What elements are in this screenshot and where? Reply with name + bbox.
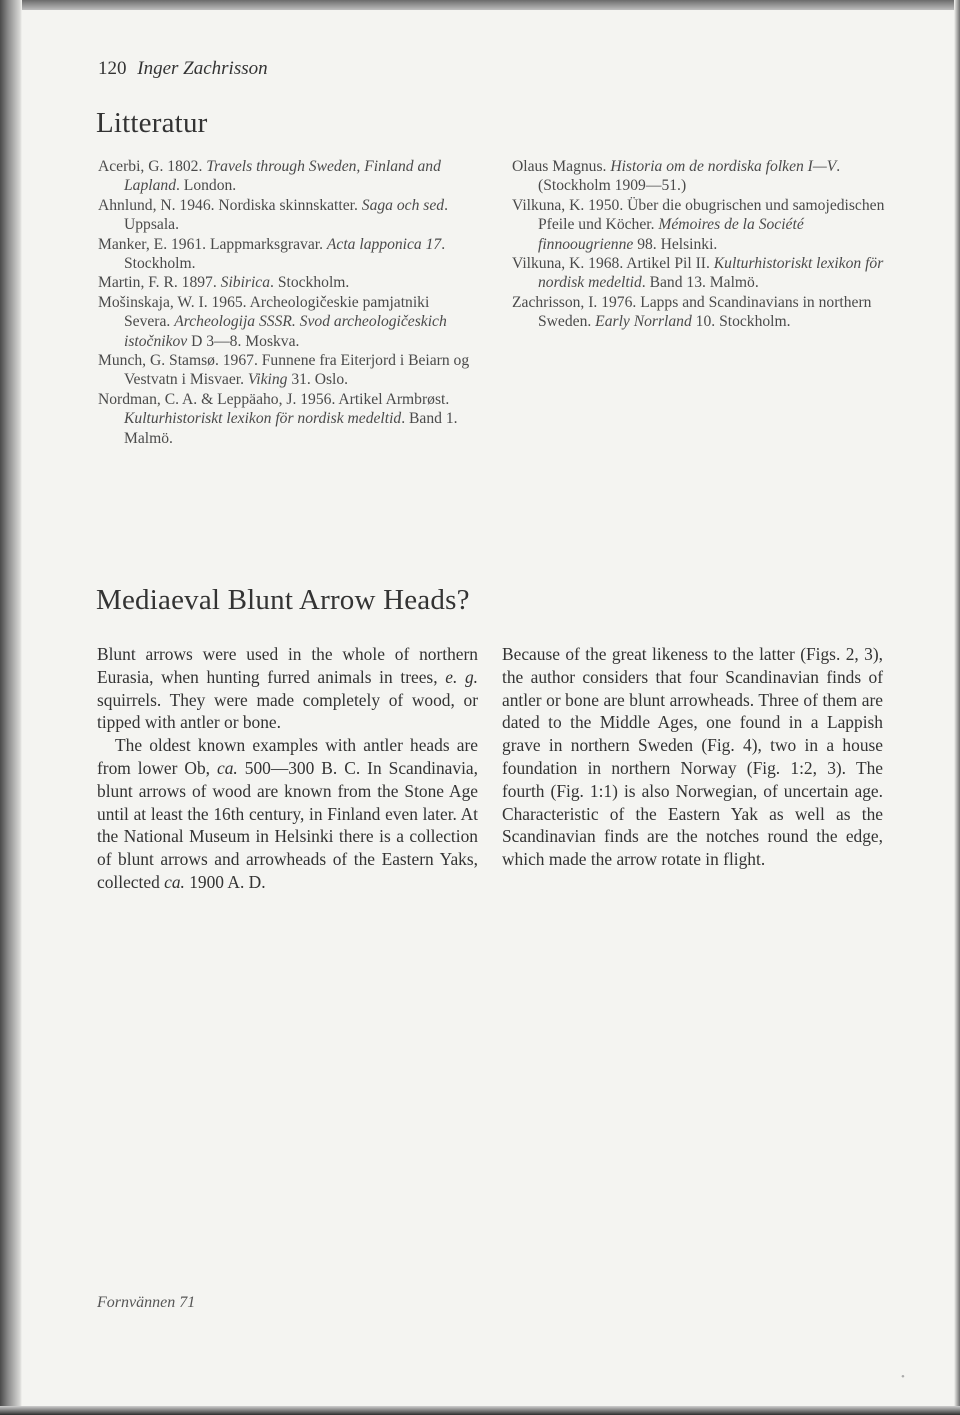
italic-text: e. g. bbox=[445, 666, 478, 687]
text-run: . Band 1. Malmö. bbox=[124, 410, 458, 447]
page-number: 120 bbox=[98, 58, 127, 79]
text-run: 10. Stockholm. bbox=[691, 313, 791, 331]
reference-entry bbox=[512, 157, 892, 196]
italic-text: Archeologija SSSR. Svod archeologičeskich istočnikov bbox=[124, 313, 447, 350]
italic-text: Mémoires de la Société finnoougrienne bbox=[538, 216, 804, 253]
scan-border-left bbox=[0, 0, 22, 1415]
text-run: The oldest known examples with antler heads are from lower Ob, bbox=[97, 735, 478, 778]
litteratur-heading: Litteratur bbox=[96, 107, 208, 139]
italic-text: Viking bbox=[247, 371, 288, 389]
italic-text: ca. bbox=[164, 871, 185, 892]
reference-entry bbox=[512, 293, 892, 332]
article-paragraph bbox=[502, 643, 883, 871]
scan-speck: • bbox=[901, 1371, 905, 1383]
reference-entry bbox=[512, 254, 892, 293]
text-run: Nordman, C. A. & Leppäaho, J. 1956. Artikel Armbrøst. bbox=[98, 390, 450, 408]
article-heading: Mediaeval Blunt Arrow Heads? bbox=[96, 584, 470, 616]
text-run: Blunt arrows were used in the whole of northern Eurasia, when hunting furred animals in trees, bbox=[97, 644, 478, 687]
text-run: Because of the great likeness to the latter (Figs. 2, 3), the author considers that four Scandinavian finds of antler or bone are blunt arrowheads. Three of them are dated to the Middle Ages, one found in a Lappish grave in northern Sweden (Fig. 4), two in a house foundation in northern Norway (Fig. 1:2, 3). The fourth (Fig. 1:1) is also Norwegian, of uncertain age. Characteristic of the Eastern Yak as well as the Scandinavian finds are the notches round the edge, which made the arrow rotate in flight. bbox=[502, 644, 883, 870]
text-run: Manker, E. 1961. Lappmarksgravar. bbox=[98, 235, 327, 253]
italic-text: Sibirica bbox=[220, 274, 271, 292]
italic-text: Early Norrland bbox=[595, 313, 692, 331]
scan-border-right bbox=[954, 0, 960, 1415]
text-run: . Stockholm. bbox=[124, 235, 446, 273]
article-paragraph bbox=[97, 643, 478, 734]
scan-border-top bbox=[0, 0, 960, 10]
reference-entry bbox=[98, 273, 478, 292]
reference-entry bbox=[98, 235, 478, 274]
text-run: 98. Helsinki. bbox=[633, 235, 718, 253]
text-run: Vilkuna, K. 1950. Über die obugrischen und samojedischen Pfeile und Köcher. bbox=[512, 196, 885, 234]
text-run: 1900 A. D. bbox=[184, 871, 266, 892]
references-right-column bbox=[512, 157, 892, 332]
text-run: . (Stockholm 1909—51.) bbox=[538, 158, 841, 195]
reference-entry bbox=[98, 390, 478, 448]
article-paragraph bbox=[97, 734, 478, 894]
text-run: Martin, F. R. 1897. bbox=[98, 274, 221, 292]
text-run: Munch, G. Stamsø. 1967. Funnene fra Eiterjord i Beiarn og Vestvatn i Misvaer. bbox=[98, 352, 470, 389]
italic-text: Saga och sed bbox=[361, 196, 445, 214]
italic-text: ca. bbox=[216, 757, 238, 778]
italic-text: Travels through Sweden, Finland and Lapland bbox=[124, 158, 441, 195]
italic-text: Kulturhistoriskt lexikon för nordisk medeltid bbox=[538, 255, 884, 292]
italic-text: Kulturhistoriskt lexikon för nordisk medeltid bbox=[124, 410, 402, 428]
text-run: Zachrisson, I. 1976. Lapps and Scandinavians in northern Sweden. bbox=[512, 293, 872, 331]
text-run: Acerbi, G. 1802. bbox=[98, 158, 207, 175]
text-run: 500—300 B. C. In Scandinavia, blunt arrows of wood are known from the Stone Age until at least the 16th century, in Finland even later. At the National Museum in Helsinki there is a collection of blunt arrows and arrowheads of the Eastern Yaks, collected bbox=[97, 757, 478, 892]
article-left-column bbox=[97, 643, 478, 894]
text-run: squirrels. They were made completely of wood, or tipped with antler or bone. bbox=[97, 689, 478, 733]
reference-entry bbox=[98, 351, 478, 390]
italic-text: Acta lapponica 17 bbox=[326, 235, 442, 253]
reference-entry bbox=[98, 196, 478, 235]
text-run: Olaus Magnus. bbox=[512, 158, 611, 175]
text-run: 31. Oslo. bbox=[287, 371, 349, 389]
text-run: Ahnlund, N. 1946. Nordiska skinnskatter. bbox=[98, 196, 362, 214]
journal-footer: Fornvännen 71 bbox=[97, 1294, 196, 1311]
text-run: . Stockholm. bbox=[270, 274, 350, 292]
text-run: Vilkuna, K. 1968. Artikel Pil II. bbox=[512, 255, 714, 273]
running-header bbox=[98, 58, 268, 80]
references-left-column bbox=[98, 157, 478, 448]
text-run: Mošinskaja, W. I. 1965. Archeologičeskie pamjatniki Severa. bbox=[98, 293, 430, 331]
reference-entry bbox=[512, 196, 892, 254]
text-run: . Uppsala. bbox=[124, 196, 448, 234]
italic-text: Historia om de nordiska folken I—V bbox=[610, 158, 837, 175]
text-run: . Band 13. Malmö. bbox=[641, 274, 759, 292]
reference-entry bbox=[98, 293, 478, 351]
text-run: D 3—8. Moskva. bbox=[187, 332, 300, 350]
article-right-column bbox=[502, 643, 883, 871]
running-header-author: Inger Zachrisson bbox=[137, 58, 268, 79]
reference-entry bbox=[98, 157, 478, 196]
text-run: . London. bbox=[176, 177, 237, 195]
scan-border-bottom bbox=[0, 1406, 960, 1415]
